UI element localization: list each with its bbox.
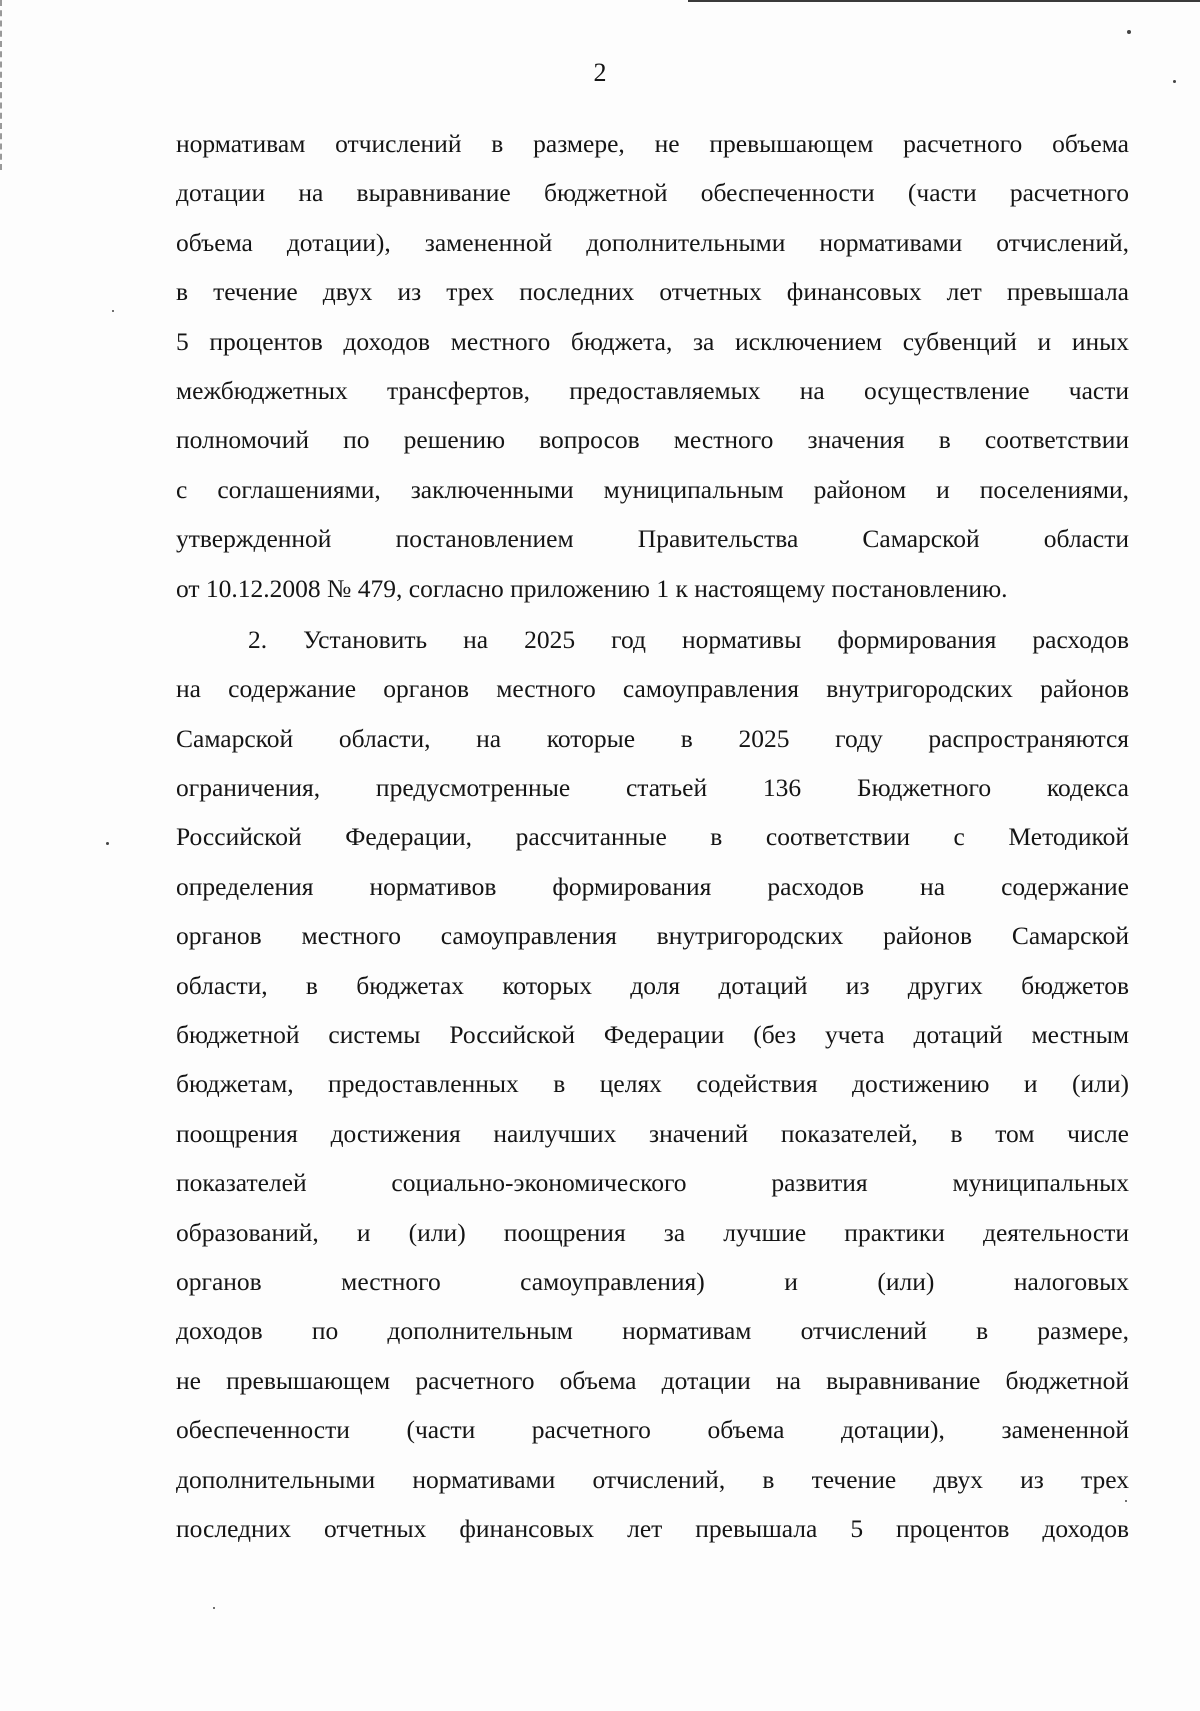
text-line: не превышающем расчетного объема дотации на выравнивание бюджетной <box>176 1365 1129 1395</box>
scan-speck <box>106 842 109 845</box>
text-line: в течение двух из трех последних отчетных финансовых лет превышала <box>176 277 1129 307</box>
text-line: поощрения достижения наилучших значений показателей, в том числе <box>176 1118 1129 1148</box>
text-line: с соглашениями, заключенными муниципальным районом и поселениями, <box>176 474 1129 504</box>
text-line: нормативам отчислений в размере, не превышающем расчетного объема <box>176 129 1129 158</box>
text-line: доходов по дополнительным нормативам отчислений в размере, <box>176 1316 1129 1346</box>
text-line: 2. Установить на 2025 год нормативы формирования расходов <box>248 624 1129 654</box>
document-body <box>176 119 1129 1553</box>
text-line: области, в бюджетах которых доля дотаций из других бюджетов <box>176 970 1129 1000</box>
text-line: последних отчетных финансовых лет превышала 5 процентов доходов <box>176 1513 1129 1543</box>
scan-speck <box>213 1607 215 1609</box>
text-line: органов местного самоуправления внутригородских районов Самарской <box>176 921 1129 951</box>
paragraph-1 <box>176 119 1129 613</box>
paragraph-2 <box>176 615 1129 1553</box>
scan-top-rule <box>688 0 1200 2</box>
text-line: определения нормативов формирования расходов на содержание <box>176 871 1129 901</box>
text-line: ограничения, предусмотренные статьей 136 Бюджетного кодекса <box>176 773 1129 803</box>
scan-speck <box>1127 30 1131 34</box>
text-line: от 10.12.2008 № 479, согласно приложению 1 к настоящему постановлению. <box>176 573 1008 603</box>
text-line: органов местного самоуправления) и (или) налоговых <box>176 1266 1129 1296</box>
scan-speck <box>112 310 114 312</box>
text-line: дотации на выравнивание бюджетной обеспеченности (части расчетного <box>176 178 1129 208</box>
text-line: на содержание органов местного самоуправления внутригородских районов <box>176 674 1129 704</box>
text-line: дополнительными нормативами отчислений, в течение двух из трех <box>176 1464 1129 1494</box>
text-line: 5 процентов доходов местного бюджета, за исключением субвенций и иных <box>176 326 1129 356</box>
text-line: показателей социально-экономического развития муниципальных <box>176 1168 1129 1198</box>
text-line: бюджетной системы Российской Федерации (без учета дотаций местным <box>176 1020 1129 1050</box>
text-line: бюджетам, предоставленных в целях содействия достижению и (или) <box>176 1069 1129 1099</box>
text-line: обеспеченности (части расчетного объема дотации), замененной <box>176 1415 1129 1445</box>
text-line: образований, и (или) поощрения за лучшие практики деятельности <box>176 1217 1129 1247</box>
text-line: утвержденной постановлением Правительства Самарской области <box>176 524 1129 554</box>
text-line: объема дотации), замененной дополнительными нормативами отчислений, <box>176 227 1129 257</box>
text-line: межбюджетных трансфертов, предоставляемых на осуществление части <box>176 375 1129 405</box>
text-line: Самарской области, на которые в 2025 году распространяются <box>176 723 1129 753</box>
page-number: 2 <box>593 58 607 87</box>
text-line: Российской Федерации, рассчитанные в соответствии с Методикой <box>176 822 1129 852</box>
text-line: полномочий по решению вопросов местного значения в соответствии <box>176 425 1129 455</box>
